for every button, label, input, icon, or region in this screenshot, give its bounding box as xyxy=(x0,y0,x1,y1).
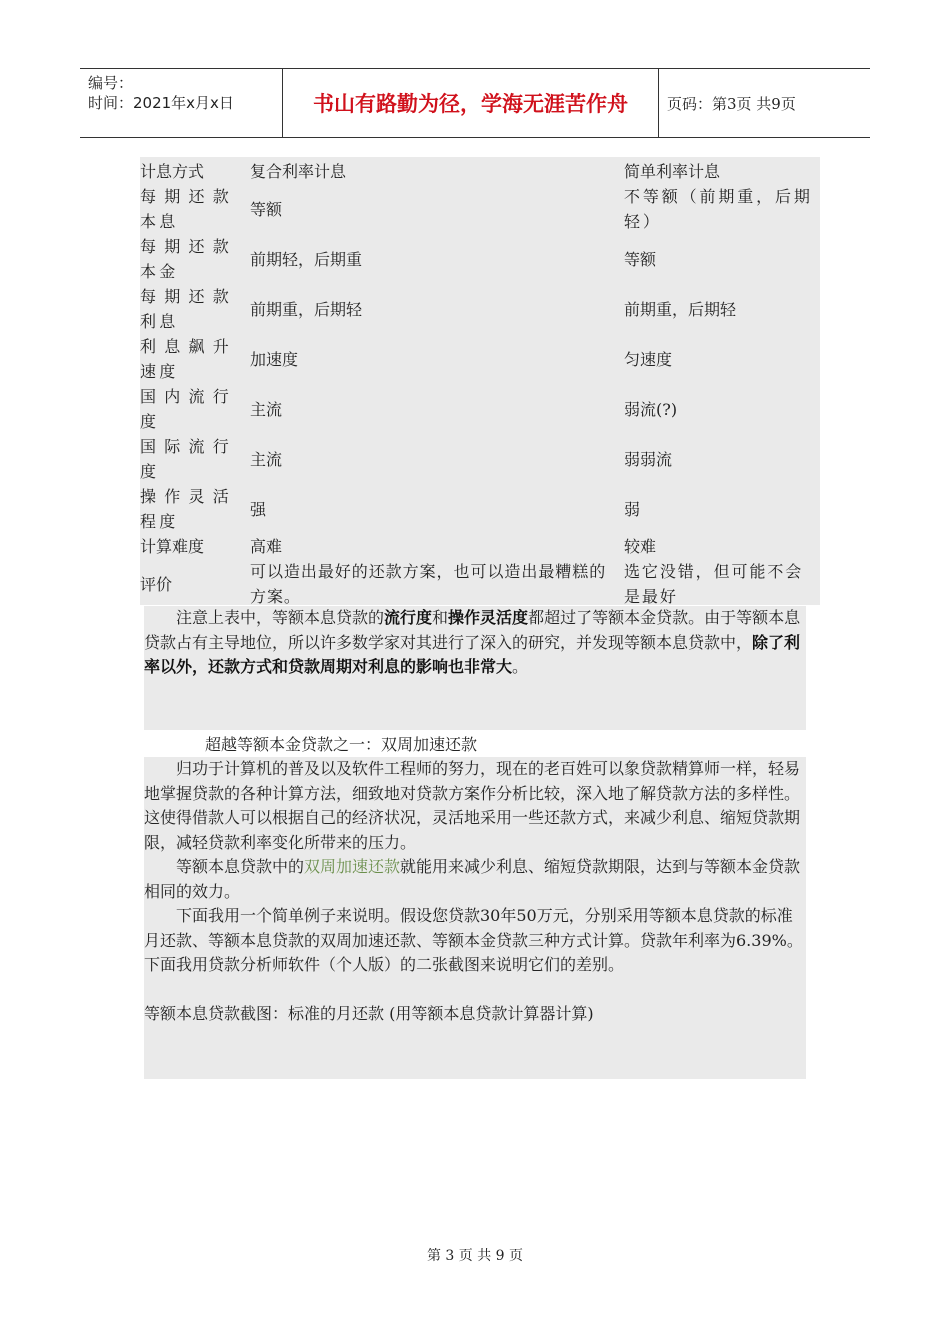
table-cell: 每期还款利息 xyxy=(140,287,232,331)
table-cell: 评价 xyxy=(140,574,173,594)
note-text: 。 xyxy=(512,657,529,676)
paragraph-text: 等额本息贷款中的 xyxy=(176,857,305,876)
table-cell: 主流 xyxy=(250,399,283,419)
table-cell: 计算难度 xyxy=(140,537,205,556)
table-cell: 加速度 xyxy=(250,349,299,369)
table-cell: 较难 xyxy=(624,537,657,556)
table-row xyxy=(140,234,820,284)
table-cell: 等额 xyxy=(624,249,657,269)
page-header xyxy=(80,68,870,138)
table-cell: 简单利率计息 xyxy=(624,162,721,181)
table-note xyxy=(144,606,806,730)
table-row xyxy=(140,484,820,534)
blank-line xyxy=(144,978,806,1003)
table-cell: 弱弱流 xyxy=(624,449,673,469)
table-cell: 前期重，后期轻 xyxy=(250,299,363,319)
table-cell: 每期还款本息 xyxy=(140,187,232,231)
table-row xyxy=(140,559,820,609)
section-title: 超越等额本金贷款之一：双周加速还款 xyxy=(205,735,478,754)
note-text: 注意上表中，等额本息贷款的 xyxy=(176,608,385,627)
table-cell: 等额 xyxy=(250,199,283,219)
document-date-label: 时间：2021年x月x日 xyxy=(88,94,234,112)
table-cell: 前期轻，后期重 xyxy=(250,249,363,269)
note-text: 都超过了等额本金贷款。由于等额本息贷款占有主导地位，所以许多数学家对其进行了深入的研究，并发现等额本息贷款中， xyxy=(144,608,801,652)
table-row xyxy=(140,184,820,234)
header-motto: 书山有路勤为径，学海无涯苦作舟 xyxy=(283,69,659,137)
table-cell: 复合利率计息 xyxy=(250,162,347,181)
table-cell: 每期还款本金 xyxy=(140,237,232,281)
table-cell: 可以造出最好的还款方案，也可以造出最糟糕的方案。 xyxy=(250,562,607,606)
note-emphasis: 操作灵活度 xyxy=(448,608,529,627)
highlighted-term: 双周加速还款 xyxy=(304,857,401,876)
paragraph: 归功于计算机的普及以及软件工程师的努力，现在的老百姓可以象贷款精算师一样，轻易地掌握贷款的各种计算方法，细致地对贷款方案作分析比较，深入地了解贷款方法的多样性。这使得借款人可以根据自己的经济状况，灵活地采用一些还款方式，来减少利息、缩短贷款期限，减轻贷款利率变化所带来的压力。 xyxy=(144,759,801,852)
table-cell: 弱 xyxy=(624,499,641,519)
table-cell: 利息飙升速度 xyxy=(140,337,232,381)
document-number-label: 编号： xyxy=(88,74,134,92)
note-emphasis: 流行度 xyxy=(384,608,433,627)
table-cell: 计息方式 xyxy=(140,162,205,181)
table-row xyxy=(140,384,820,434)
paragraph-text: 就能用来减少利息、缩短贷款期限，达到与等额本金贷款相同的效力。 xyxy=(144,857,801,901)
table-row xyxy=(140,534,820,559)
table-cell: 操作灵活程度 xyxy=(140,487,232,531)
figure-caption: 等额本息贷款截图：标准的月还款 (用等额本息贷款计算器计算) xyxy=(144,1004,594,1023)
table-cell: 国际流行度 xyxy=(140,437,232,481)
table-cell: 弱流(?) xyxy=(624,399,678,419)
table-cell: 高难 xyxy=(250,537,283,556)
table-row xyxy=(140,334,820,384)
table-row xyxy=(140,284,820,334)
body-text xyxy=(144,757,806,1079)
table-header-row xyxy=(140,159,820,184)
table-cell: 强 xyxy=(250,499,267,519)
header-page-number: 页码：第3页 共9页 xyxy=(667,94,796,113)
note-emphasis: 除了利率以外，还款方式和贷款周期对利息的影响也非常大 xyxy=(144,632,801,676)
table-cell: 国内流行度 xyxy=(140,387,232,431)
table-row xyxy=(140,434,820,484)
table-cell: 选它没错，但可能不会是最好 xyxy=(624,562,804,606)
table-cell: 前期重，后期轻 xyxy=(624,299,737,319)
comparison-table xyxy=(140,157,820,605)
header-meta xyxy=(80,69,283,137)
note-text: 和 xyxy=(432,608,449,627)
table-cell: 不等额（前期重，后期轻） xyxy=(624,187,813,231)
paragraph: 下面我用一个简单例子来说明。假设您贷款30年50万元，分别采用等额本息贷款的标准月还款、等额本息贷款的双周加速还款、等额本金贷款三种方式计算。贷款年利率为6.39%。下面我用贷款分析师软件（个人版）的二张截图来说明它们的差别。 xyxy=(144,906,803,974)
paragraph xyxy=(144,855,806,904)
page-footer: 第 3 页 共 9 页 xyxy=(426,1248,524,1264)
table-cell: 主流 xyxy=(250,449,283,469)
table-cell: 匀速度 xyxy=(624,349,673,369)
